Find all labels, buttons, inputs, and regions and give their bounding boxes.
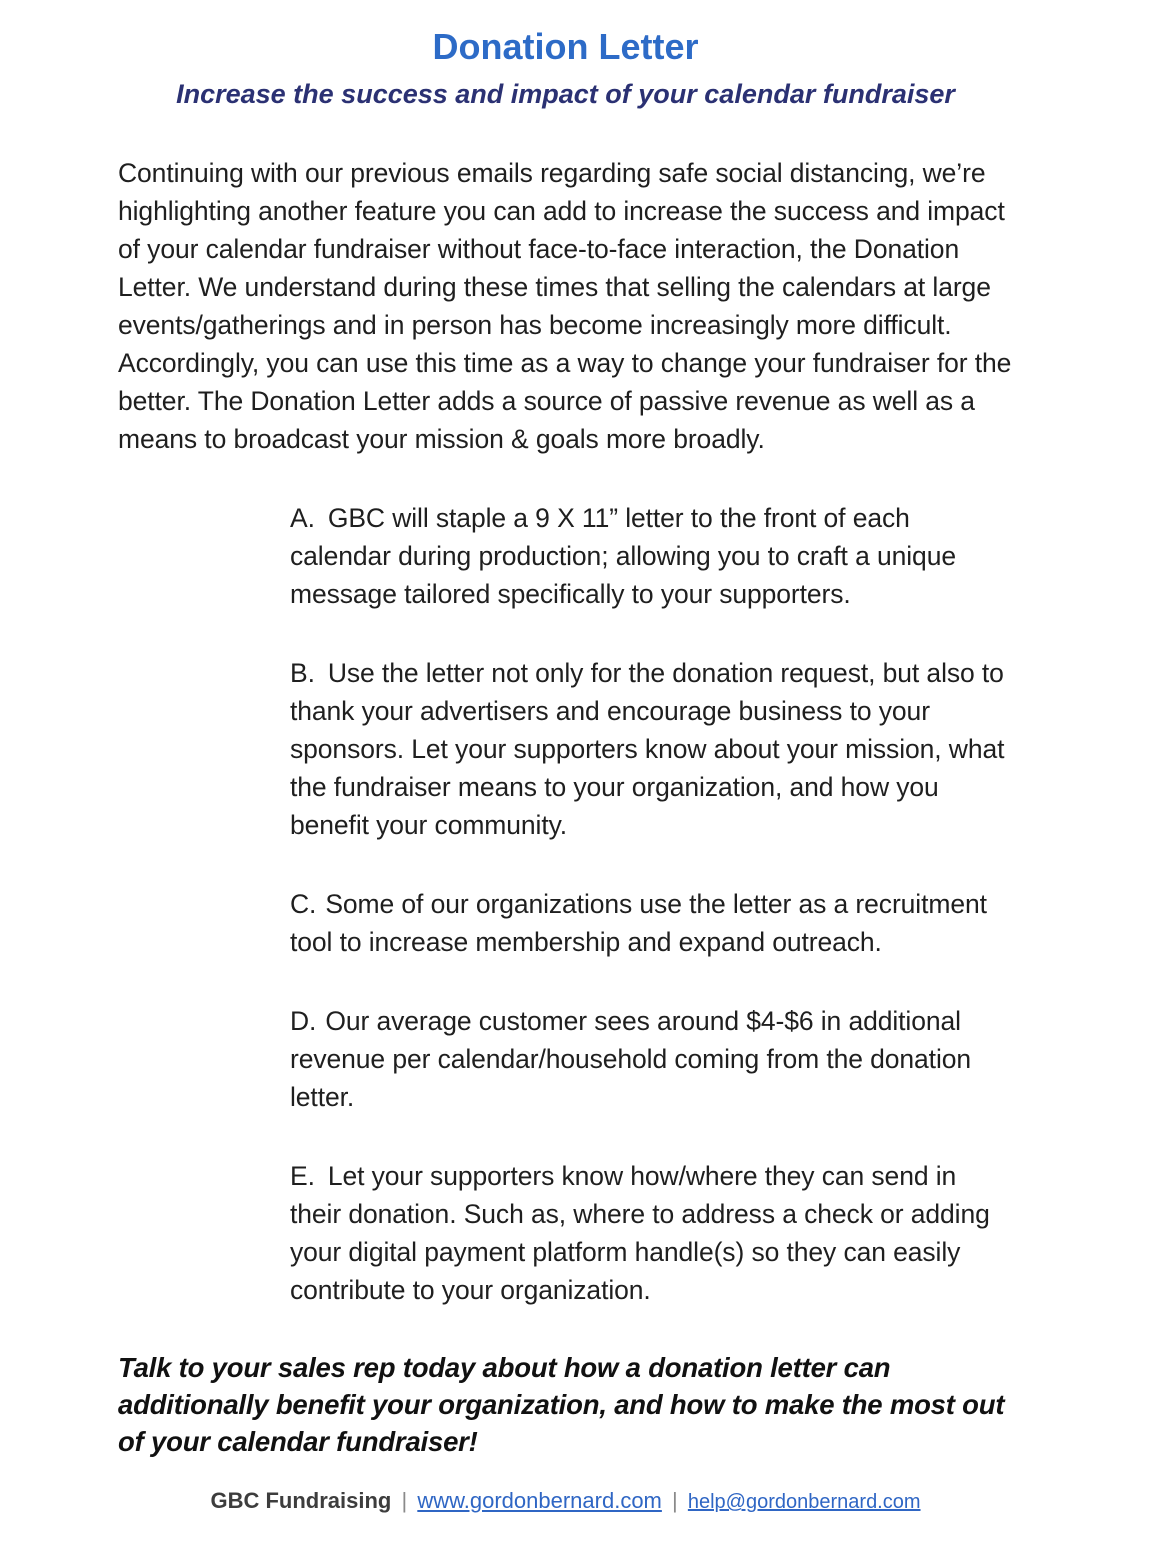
list-item-label: C. (290, 889, 317, 920)
list-item-text: Our average customer sees around $4-$6 in additional revenue per calendar/household coming from the donation letter. (290, 1006, 972, 1113)
intro-paragraph: Continuing with our previous emails regarding safe social distancing, we’re highlighting another feature you can add to increase the success and impact of your calendar fundraiser without face-to-face interaction, the Donation Letter. We understand during these times that selling the calendars at large events/gatherings and in person has become increasingly more difficult. Accordingly, you can use this time as a way to change your fundraiser for the better. The Donation Letter adds a source of passive revenue as well as a means to broadcast your mission & goals more broadly. (118, 158, 1019, 455)
list-item-label: D. (290, 1006, 317, 1037)
list-item-text: Let your supporters know how/where they can send in their donation. Such as, where to address a check or adding your digital payment platform handle(s) so they can easily contribute to your organization. (290, 1161, 990, 1306)
list-item-b (290, 654, 1013, 844)
list-item-d (290, 1002, 1013, 1116)
benefits-list (118, 499, 1013, 1309)
list-item-label: A. (290, 503, 315, 534)
list-item-e (290, 1157, 1013, 1309)
list-item-c (290, 885, 1013, 961)
list-item-a (290, 499, 1013, 613)
footer (118, 1487, 1013, 1515)
page-title: Donation Letter (432, 26, 699, 67)
email-link[interactable]: help@gordonbernard.com (687, 1491, 921, 1514)
page-subtitle: Increase the success and impact of your calendar fundraiser (176, 79, 955, 109)
website-link[interactable]: www.gordonbernard.com (417, 1488, 662, 1514)
list-item-text: GBC will staple a 9 X 11” letter to the front of each calendar during production; allowing you to craft a unique message tailored specifically to your supporters. (290, 503, 956, 610)
footer-separator: | (672, 1488, 678, 1514)
footer-separator: | (401, 1488, 408, 1514)
closing-paragraph: Talk to your sales rep today about how a donation letter can additionally benefit your organization, and how to make the most out of your calendar fundraiser! (118, 1352, 1005, 1458)
list-item-text: Use the letter not only for the donation request, but also to thank your advertisers and encourage business to your sponsors. Let your supporters know about your mission, what the fundraiser means to your organization, and how you benefit your community. (290, 658, 1005, 841)
list-item-label: B. (290, 658, 315, 689)
brand-label: GBC Fundraising (210, 1488, 392, 1514)
list-item-text: Some of our organizations use the letter as a recruitment tool to increase membership and expand outreach. (290, 889, 987, 958)
list-item-label: E. (290, 1161, 315, 1192)
